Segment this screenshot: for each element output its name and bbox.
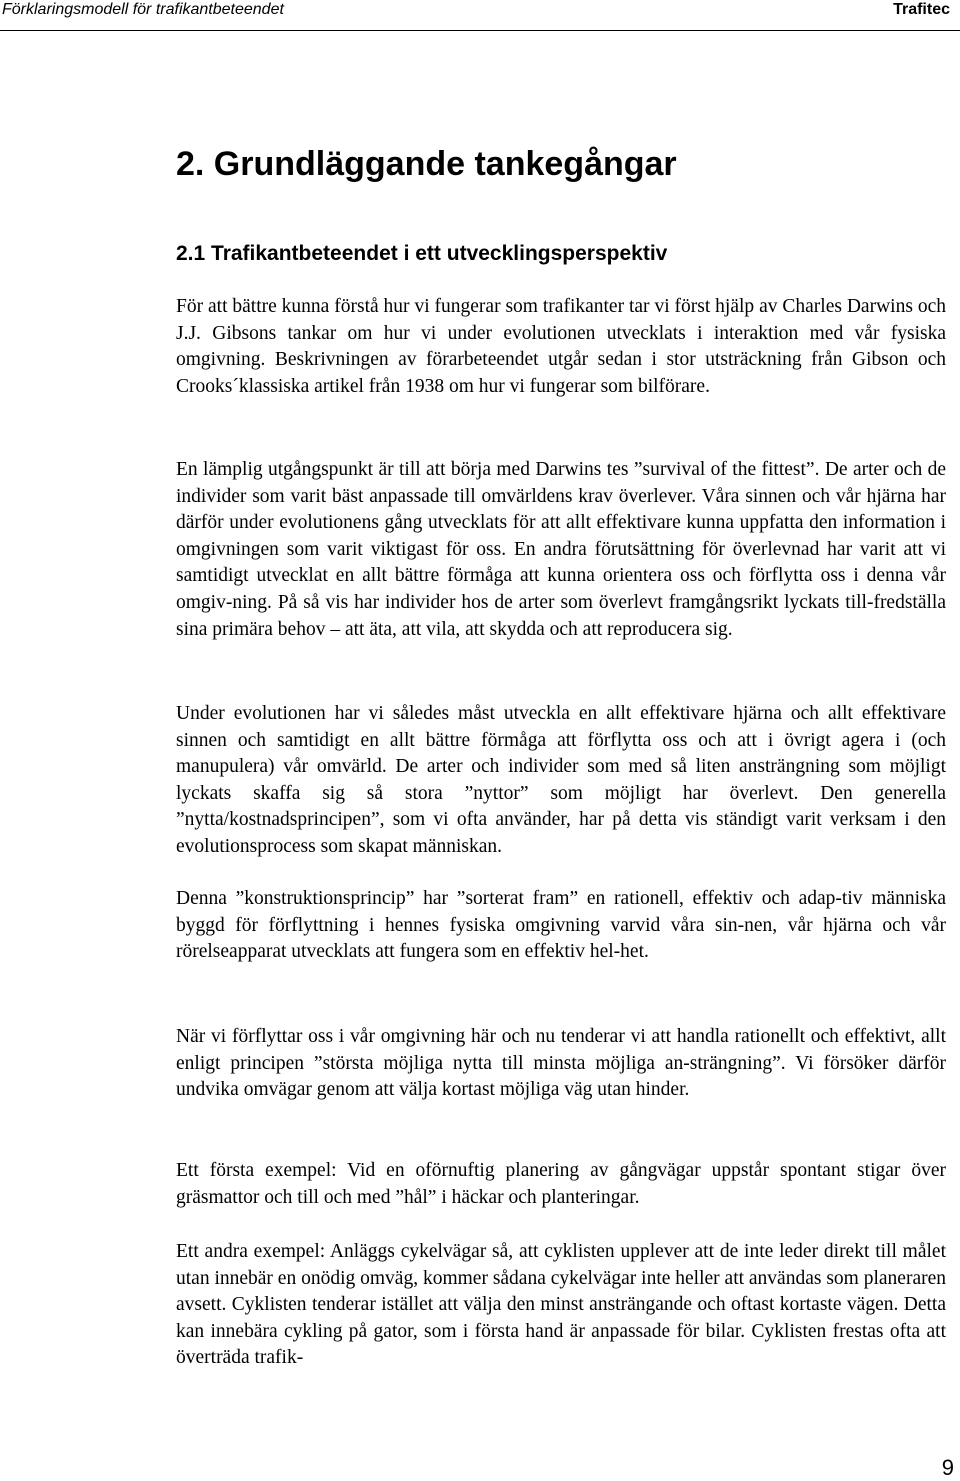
chapter-title: 2. Grundläggande tankegångar — [176, 145, 677, 183]
paragraph-intro: För att bättre kunna förstå hur vi fungerar som trafikanter tar vi först hjälp av Charles Darwins och J.J. Gibsons tankar om hur vi under evolutionen utvecklats i interaktion med vår fysiska omgivning. Beskrivningen av förarbeteendet utgår sedan i stor utsträckning från Gibson och Crooks´klassiska artikel från 1938 om hur vi fungerar som bilförare. — [176, 296, 946, 397]
section-title: 2.1 Trafikantbeteendet i ett utvecklingsperspektiv — [176, 242, 668, 265]
paragraph-survival: En lämplig utgångspunkt är till att börja med Darwins tes ”survival of the fittest”. De arter och de individer som varit bäst anpassade till omvärldens krav överlever. Våra sinnen och vår hjärna har därför under evolutionens gång utvecklats för att allt effektivare kunna uppfatta den information i omgivningen som varit viktigast för oss. En andra förutsättning för överlevnad har varit att vi samtidigt utvecklat en allt bättre förmåga att kunna orientera oss och förflytta oss i denna vår omgiv-ning. På så vis har individer hos de arter som överlevt framgångsrikt lyckats till-fredställa sina primära behov – att äta, att vila, att skydda och att reproducera sig. — [176, 459, 946, 640]
paragraph-evolution: Under evolutionen har vi således måst utveckla en allt effektivare hjärna och allt effektivare sinnen och samtidigt en allt bättre förmåga att förflytta oss och att i övrigt agera i (och manupulera) vår omvärld. De arter och individer som med så liten ansträngning som möjligt lyckats skaffa sig så stora ”nyttor” som möjligt har överlevt. Den generella ”nytta/kostnadsprincipen”, som vi ofta använder, har på detta vis ständigt varit verksam i den evolutionsprocess som skapat människan. — [176, 703, 946, 857]
page-number: 9 — [941, 1455, 954, 1480]
paragraph-example-one: Ett första exempel: Vid en oförnuftig planering av gångvägar uppstår spontant stigar över gräsmattor och till och med ”hål” i häckar och planteringar. — [176, 1160, 946, 1208]
document-title: Förklaringsmodell för trafikantbeteendet — [2, 1, 284, 18]
running-header — [0, 0, 960, 31]
paragraph-construction-principle: Denna ”konstruktionsprincip” har ”sorterat fram” en rationell, effektiv och adap-tiv människa byggd för förflyttning i hennes fysiska omgivning varvid våra sin-nen, vår hjärna och vår rörelseapparat utvecklats att fungera som en effektiv hel-het. — [176, 888, 946, 963]
paragraph-example-two: Ett andra exempel: Anläggs cykelvägar så, att cyklisten upplever att de inte leder direkt till målet utan innebär en onödig omväg, kommer sådana cykelvägar inte heller att användas som planeraren avsett. Cyklisten tenderar istället att välja den minst ansträngande och oftast kortaste vägen. Detta kan innebära cykling på gator, som i första hand är anpassade för bilar. Cyklisten frestas ofta att överträda trafik- — [176, 1241, 946, 1369]
paragraph-rational-movement: När vi förflyttar oss i vår omgivning här och nu tenderar vi att handla rationellt och effektivt, allt enligt principen ”största möjliga nytta till minsta möjliga an-strängning”. Vi försöker därför undvika omvägar genom att välja kortast möjliga väg utan hinder. — [176, 1026, 946, 1101]
brand-name: Trafitec — [893, 1, 950, 18]
